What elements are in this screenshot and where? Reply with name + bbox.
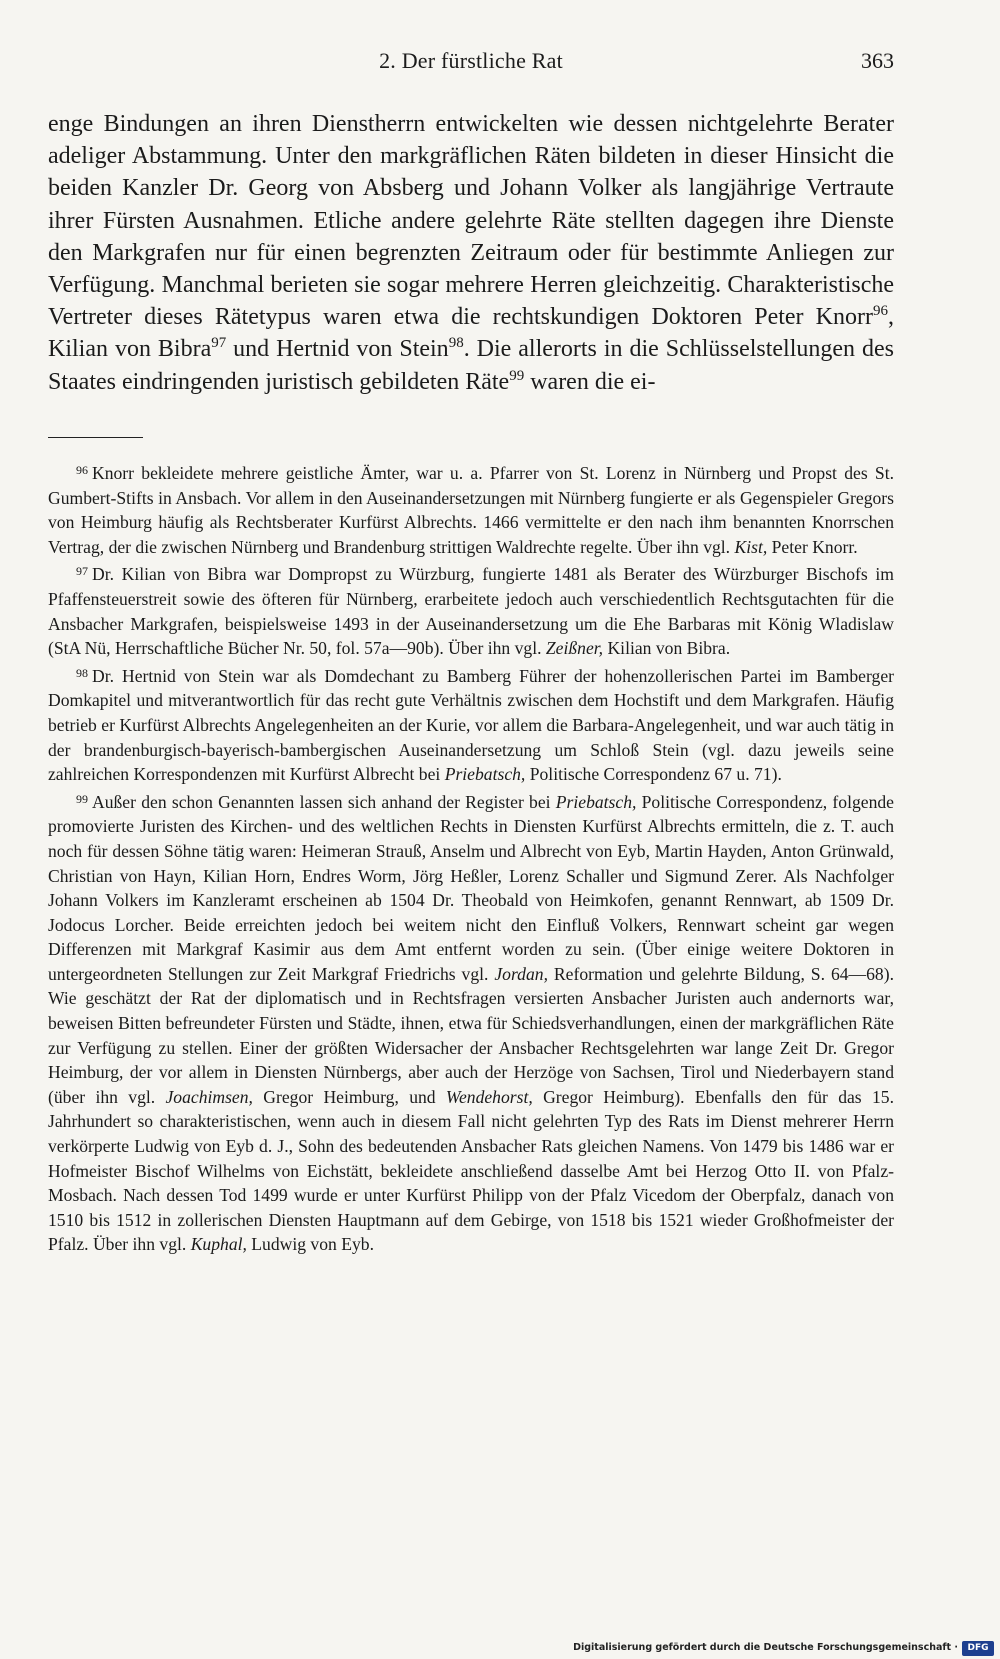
footnote-ref-99: 99 (509, 367, 525, 384)
cited-author: Kist, (734, 536, 768, 557)
cited-author: Joachimsen, (165, 1086, 253, 1107)
digitization-footer (0, 1640, 1000, 1659)
footnote-text: Politische Correspondenz, folgende promovierte Juristen des Kirchen- und des weltlichen Rechts in Diensten Kurfürst Albrechts ermitteln, die z. T. auch noch für dessen Söhne tätig waren: Heimeran Strauß, Anselm und Albrecht von Eyb, Martin Hayden, Anton Grünwald, Christian von Hayn, Kilian Horn, Endres Worm, Jörg Heßler, Lorenz Schaller und Sigmund Zerer. Als Nachfolger Johann Volkers im Kanzleramt erscheinen ab 1504 Dr. Theobald von Heimkofen, genannt Rennwart, ab 1509 Dr. Jodocus Lorcher. Beide erreichten jedoch bei weitem nicht den Einfluß Volkers, Rennwart scheint gar wegen Differenzen mit Markgraf Kasimir aus dem Amt entfernt worden zu sein. (Über einige weitere Doktoren in untergeordneten Stellungen zur Zeit Markgraf Friedrichs vgl. (48, 791, 894, 984)
footnote-97 (48, 559, 894, 660)
footnote-text: Dr. Hertnid von Stein war als Domdechant zu Bamberg Führer der hohenzollerischen Partei im Bamberger Domkapitel und mitverantwortlich für das recht gute Verhältnis zwischen dem Hochstift und dem Markgrafen. Häufig betrieb er Kurfürst Albrechts Angelegenheiten an der Kurie, vor allem die Barbara-Angelegenheit, und war auch tätig in der brandenburgisch-bayerisch-bambergischen Auseinandersetzung um Schloß Stein (vgl. dazu jeweils seine zahlreichen Korrespondenzen mit Kurfürst Albrecht bei (48, 665, 894, 785)
funding-credit: Digitalisierung gefördert durch die Deutsche Forschungsgemeinschaft · (573, 1642, 958, 1653)
footnote-text: Knorr bekleidete mehrere geistliche Ämter, war u. a. Pfarrer von St. Lorenz in Nürnberg und Propst des St. Gumbert-Stifts in Ansbach. Vor allem in den Auseinandersetzungen mit Nürnberg fungierte er als Gegenspieler Gregors von Heimburg häufig als Rechtsberater Kurfürst Albrechts. 1466 vermittelte er den nach ihm benannten Knorrschen Vertrag, der die zwischen Nürnberg und Brandenburg strittigen Waldrechte regelte. Über ihn vgl. (48, 463, 894, 557)
running-head: 2. Der fürstliche Rat (379, 48, 563, 73)
footnote-ref-96: 96 (873, 303, 888, 320)
footnote-text: Kilian von Bibra. (603, 638, 731, 659)
cited-author: Zeißner, (545, 638, 604, 659)
footnote-98 (48, 661, 894, 787)
footnote-text: Dr. Kilian von Bibra war Dompropst zu Würzburg, fungierte 1481 als Berater des Würzburger Bischofs im Pfaffensteuerstreit sowie des öfteren für Nürnberg, erarbeitete jedoch auch verschiedentlich Rechtsgutachten für die Ansbacher Markgrafen, beispielsweise 1493 in der Auseinandersetzung um die Ehe Barbaras mit König Wladislaw (StA Nü, Herrschaftliche Bücher Nr. 50, fol. 57a—90b). Über ihn vgl. (48, 564, 894, 659)
footnote-96 (48, 458, 894, 559)
footnotes (48, 458, 894, 1257)
footnote-99 (48, 787, 894, 1257)
main-text (48, 108, 894, 398)
footnote-ref-97: 97 (211, 335, 227, 352)
footnote-number: 96 (76, 463, 88, 477)
footnote-number: 99 (76, 791, 88, 806)
cited-author: Priebatsch, (555, 791, 637, 812)
footnote-text: Politische Correspondenz 67 u. 71). (525, 764, 782, 785)
cited-author: Wendehorst, (445, 1086, 533, 1107)
footnote-text: Gregor Heimburg). Ebenfalls den für das 15. Jahrhundert so charakteristischen, wenn auch in diesem Fall nicht gelehrten Typ des Rats im Dienst mehrerer Herrn verkörperte Ludwig von Eyb d. J., Sohn des bedeutenden Ansbacher Rats gleichen Namens. Von 1479 bis 1486 war er Hofmeister Bischof Wilhelms von Eichstätt, bekleidete anschließend dasselbe Amt bei Herzog Otto II. von Pfalz-Mosbach. Nach dessen Tod 1499 wurde er unter Kurfürst Philipp von der Pfalz Vicedom der Oberpfalz, danach von 1510 bis 1512 in zollerischen Diensten Hauptmann auf dem Gebirge, von 1518 bis 1521 wieder Großhofmeister der Pfalz. Über ihn vgl. (48, 1086, 894, 1255)
cited-author: Jordan, (494, 963, 548, 984)
body-text-segment: , Kilian von Bibra (48, 304, 894, 363)
footnote-text: Außer den schon Genannten lassen sich anhand der Register bei (92, 791, 556, 812)
footnote-ref-98: 98 (448, 335, 464, 352)
footnote-text: Ludwig von Eyb. (246, 1234, 374, 1255)
body-paragraph (48, 108, 894, 398)
cited-author: Priebatsch, (444, 764, 526, 785)
footnote-text: Peter Knorr. (767, 536, 858, 557)
dfg-logo: DFG (962, 1641, 994, 1656)
page-number: 363 (861, 48, 894, 73)
body-text-segment: enge Bindungen an ihren Dienstherrn entwickelten wie dessen nichtgelehrte Berater adeliger Abstammung. Unter den markgräflichen Räten bildeten in dieser Hinsicht die beiden Kanzler Dr. Georg von Absberg und Johann Volker als langjährige Vertraute ihrer Fürsten Ausnahmen. Etliche andere gelehrte Räte stellten dagegen ihre Dienste den Markgrafen nur für einen begrenzten Zeitraum oder für bestimmte Anliegen zur Verfügung. Manchmal berieten sie sogar mehrere Herren gleichzeitig. Charakteristische Vertreter dieses Rätetypus waren etwa die rechtskundigen Doktoren Peter Knorr (48, 111, 894, 331)
footnote-number: 97 (76, 564, 88, 579)
footnote-text: Reformation und gelehrte Bildung, S. 64—68). Wie geschätzt der Rat der diplomatisch und in Rechtsfragen versierten Ansbacher Juristen auch andernorts war, beweisen Bitten befreundeter Fürsten und Städte, ihnen, etwa für Schiedsverhandlungen, einen der markgräflichen Räte zur Verfügung zu stellen. Einer der größten Widersacher der Ansbacher Rechtsgelehrten war lange Zeit Dr. Gregor Heimburg, der vor allem in Diensten Nürnbergs, aber auch der Herzöge von Sachsen, Tirol und Niederbayern stand (über ihn vgl. (48, 963, 894, 1107)
footnote-separator (48, 437, 143, 438)
footnote-text: Gregor Heimburg, und (252, 1086, 446, 1107)
page-header (48, 48, 894, 82)
footnote-number: 98 (76, 665, 88, 680)
cited-author: Kuphal, (190, 1234, 247, 1255)
body-text-segment: und Hertnid von Stein (226, 336, 449, 363)
body-text-segment: . Die allerorts in die Schlüsselstellungen des Staates eindringenden juristisch gebildeten Räte (48, 336, 894, 395)
body-text-segment: waren die ei- (524, 368, 656, 395)
